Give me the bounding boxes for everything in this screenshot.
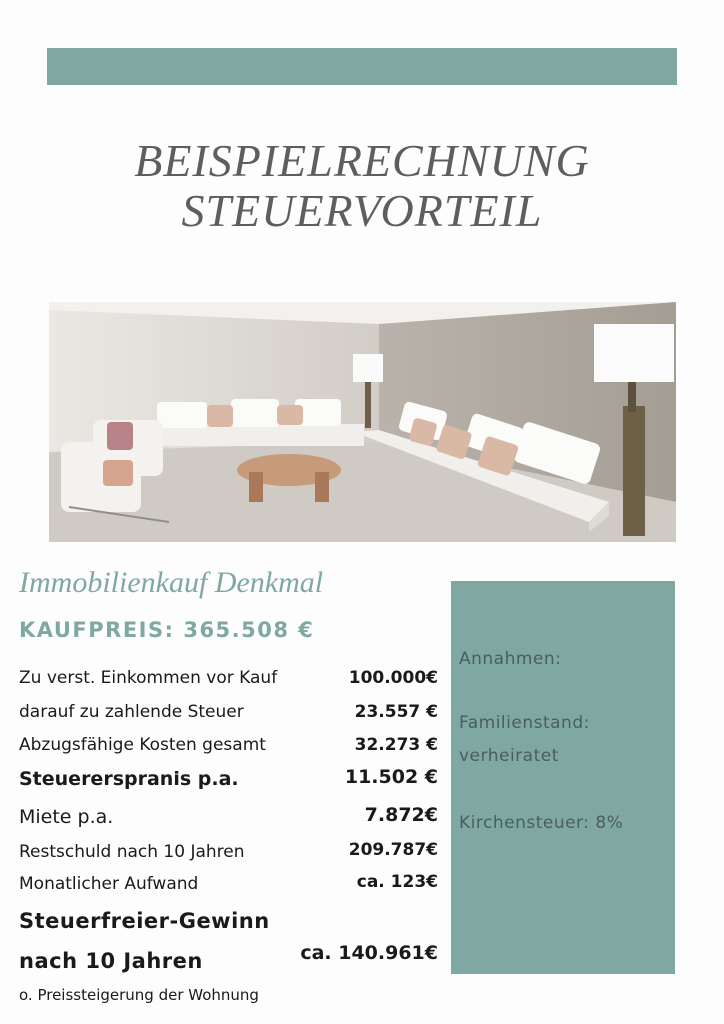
- footnote: o. Preissteigerung der Wohnung: [19, 986, 259, 1004]
- row-value-tax: 23.557 €: [354, 702, 438, 722]
- top-accent-bar: [47, 48, 677, 85]
- row-label-deductible-costs: Abzugsfähige Kosten gesamt: [19, 735, 266, 755]
- row-value-rent: 7.872€: [364, 804, 438, 826]
- gain-label-line2: nach 10 Jahren: [19, 949, 203, 973]
- row-label-monthly-cost: Monatlicher Aufwand: [19, 874, 199, 894]
- purchase-price: KAUFPREIS: 365.508 €: [19, 618, 315, 642]
- row-value-tax-savings: 11.502 €: [344, 766, 438, 788]
- marital-status-value: verheiratet: [459, 746, 559, 766]
- row-label-rent: Miete p.a.: [19, 806, 114, 828]
- church-tax: Kirchensteuer: 8%: [459, 813, 624, 833]
- row-value-income: 100.000€: [348, 668, 438, 688]
- living-room-photo: [49, 302, 676, 542]
- row-label-tax: darauf zu zahlende Steuer: [19, 702, 244, 722]
- row-label-tax-savings: Steuererspranis p.a.: [19, 768, 239, 790]
- gain-value: ca. 140.961€: [300, 942, 438, 964]
- row-label-income: Zu verst. Einkommen vor Kauf: [19, 668, 278, 688]
- gain-label-line1: Steuerfreier-Gewinn: [19, 909, 270, 933]
- assumptions-heading: Annahmen:: [459, 649, 562, 669]
- living-room-illustration: [49, 302, 676, 542]
- marital-status-label: Familienstand:: [459, 713, 590, 733]
- row-value-deductible-costs: 32.273 €: [354, 735, 438, 755]
- subtitle: Immobilienkauf Denkmal: [19, 566, 324, 599]
- row-label-remaining-debt: Restschuld nach 10 Jahren: [19, 842, 245, 862]
- assumptions-box: [451, 581, 675, 974]
- page-title-line1: BEISPIELRECHNUNG: [134, 135, 590, 186]
- row-value-remaining-debt: 209.787€: [348, 840, 438, 860]
- page-title-line2: STEUERVORTEIL: [181, 185, 543, 236]
- row-value-monthly-cost: ca. 123€: [356, 872, 438, 892]
